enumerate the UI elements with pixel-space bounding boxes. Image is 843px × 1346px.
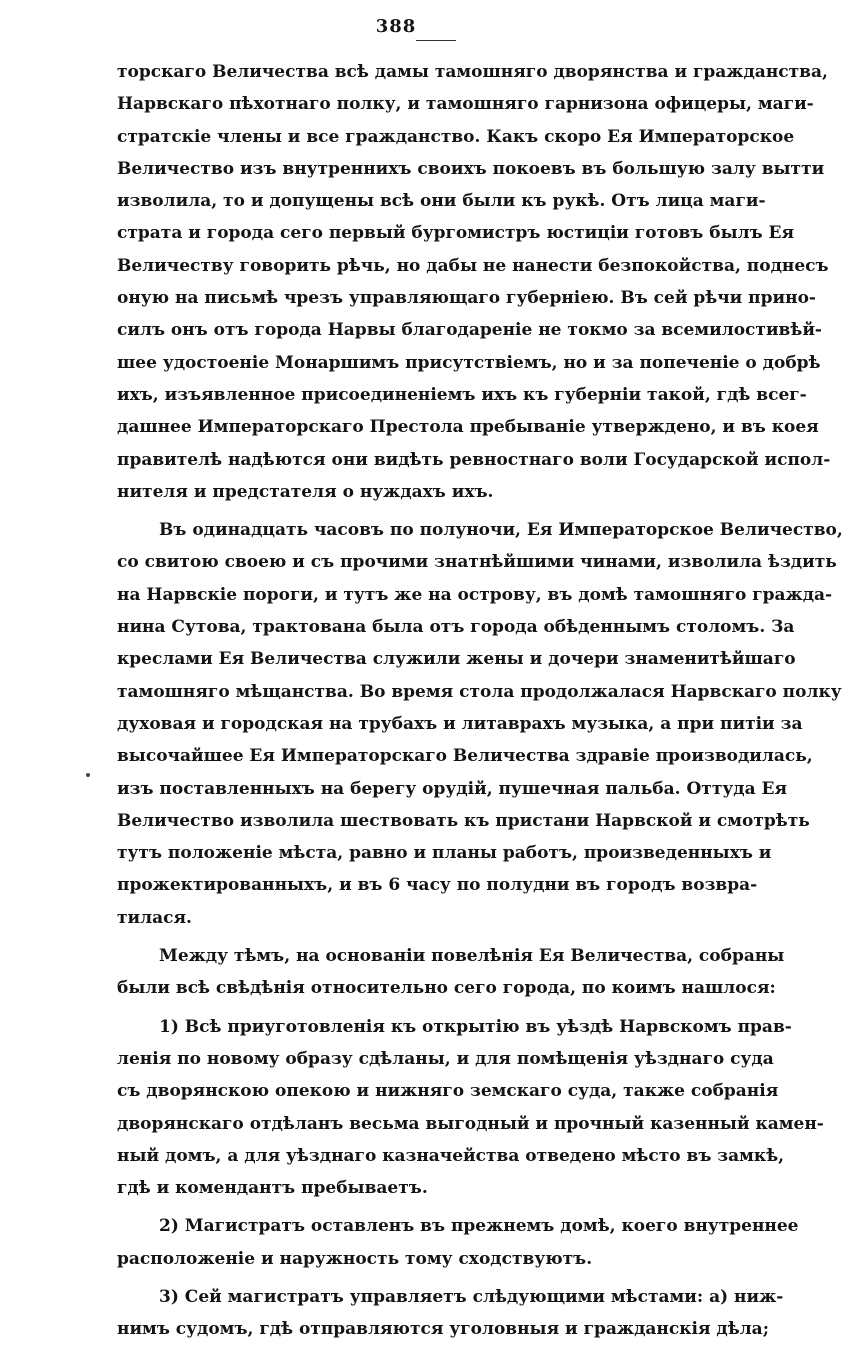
text-line: креслами Ея Величества служили жены и дочери знаменитѣйшаго — [117, 649, 796, 670]
text-line: силъ онъ отъ города Нарвы благодареніе не токмо за всемилостивѣй- — [117, 320, 822, 341]
text-line: нителя и предстателя о нуждахъ ихъ. — [117, 481, 494, 502]
text-line: стратскіе члены и все гражданство. Какъ скоро Ея Императорское — [117, 126, 795, 147]
text-line: дворянскаго отдѣланъ весьма выгодный и прочный казенный камен- — [117, 1113, 824, 1134]
list-item-1-line: 1) Всѣ приуготовленія къ открытію въ уѣздѣ Нарвскомъ прав- — [159, 1016, 792, 1037]
text-line: оную на письмѣ чрезъ управляющаго губерніею. Въ сей рѣчи прино- — [117, 288, 816, 309]
text-line: ленія по новому образу сдѣланы, и для помѣщенія уѣзднаго суда — [117, 1048, 774, 1069]
text-line: Нарвскаго пѣхотнаго полку, и тамошняго гарнизона офицеры, маги- — [117, 94, 814, 115]
text-line: высочайшее Ея Императорскаго Величества здравіе производилась, — [117, 746, 813, 767]
text-line: шее удостоеніе Монаршимъ присутствіемъ, но и за попеченіе о добрѣ — [117, 352, 821, 373]
paragraph-start-line: Между тѣмъ, на основаніи повелѣнія Ея Величества, собраны — [159, 946, 785, 967]
text-line: расположеніе и наружность тому сходствуютъ. — [117, 1248, 593, 1269]
text-line: изъ поставленныхъ на берегу орудій, пушечная пальба. Оттуда Ея — [117, 778, 788, 799]
margin-mark — [86, 773, 90, 777]
text-line: прожектированныхъ, и въ 6 часу по полудни въ городъ возвра- — [117, 875, 758, 896]
list-item-3-line: 3) Сей магистратъ управляетъ слѣдующими мѣстами: а) ниж- — [159, 1286, 784, 1307]
text-line: изволила, то и допущены всѣ они были къ рукѣ. Отъ лица маги- — [117, 191, 766, 212]
text-line: страта и города сего первый бургомистръ юстиціи готовъ былъ Ея — [117, 223, 795, 244]
page-number-rule — [416, 40, 456, 41]
text-line: были всѣ свѣдѣнія относительно сего города, по коимъ нашлося: — [117, 978, 776, 999]
text-line: Величество изъ внутреннихъ своихъ покоевъ въ большую залу вытти — [117, 158, 825, 179]
text-line: съ дворянскою опекою и нижняго земскаго суда, также собранія — [117, 1081, 779, 1102]
text-line: тилася. — [117, 907, 192, 928]
text-line: торскаго Величества всѣ дамы тамошняго дворянства и гражданства, — [117, 62, 828, 82]
text-line: на Нарвскіе пороги, и тутъ же на острову, въ домѣ тамошняго гражда- — [117, 584, 833, 605]
body-text — [117, 56, 843, 1346]
text-line: правителѣ надѣются они видѣть ревностнаго воли Государской испол- — [117, 449, 831, 470]
text-line: ный домъ, а для уѣзднаго казначейства отведено мѣсто въ замкѣ, — [117, 1145, 785, 1166]
text-line: нимъ судомъ, гдѣ отправляются уголовныя и гражданскія дѣла; — [117, 1319, 769, 1340]
text-line: ихъ, изъявленное присоединеніемъ ихъ къ губерніи такой, гдѣ всег- — [117, 384, 807, 405]
text-line: со свитою своею и съ прочими знатнѣйшими чинами, изволила ѣздить — [117, 552, 837, 573]
text-line: гдѣ и комендантъ пребываетъ. — [117, 1178, 428, 1199]
page-number: 388 — [375, 16, 417, 37]
text-line: дашнее Императорскаго Престола пребываніе утверждено, и въ коея — [117, 417, 819, 438]
paragraph-start-line: Въ одинадцать часовъ по полуночи, Ея Императорское Величество, — [159, 520, 843, 541]
list-item-2-line: 2) Магистратъ оставленъ въ прежнемъ домѣ, коего внутреннее — [159, 1216, 799, 1237]
text-line: нина Сутова, трактована была отъ города обѣденнымъ столомъ. За — [117, 617, 795, 638]
text-line: Величество изволила шествовать къ пристани Нарвской и смотрѣть — [117, 810, 810, 831]
text-line: тутъ положеніе мѣста, равно и планы работъ, произведенныхъ и — [117, 843, 772, 864]
text-line: тамошняго мѣщанства. Во время стола продолжалася Нарвскаго полку — [117, 681, 842, 702]
text-line: духовая и городская на трубахъ и литаврахъ музыка, а при питіи за — [117, 713, 803, 734]
text-line: Величеству говорить рѣчь, но дабы не нанести безпокойства, поднесъ — [117, 255, 829, 276]
